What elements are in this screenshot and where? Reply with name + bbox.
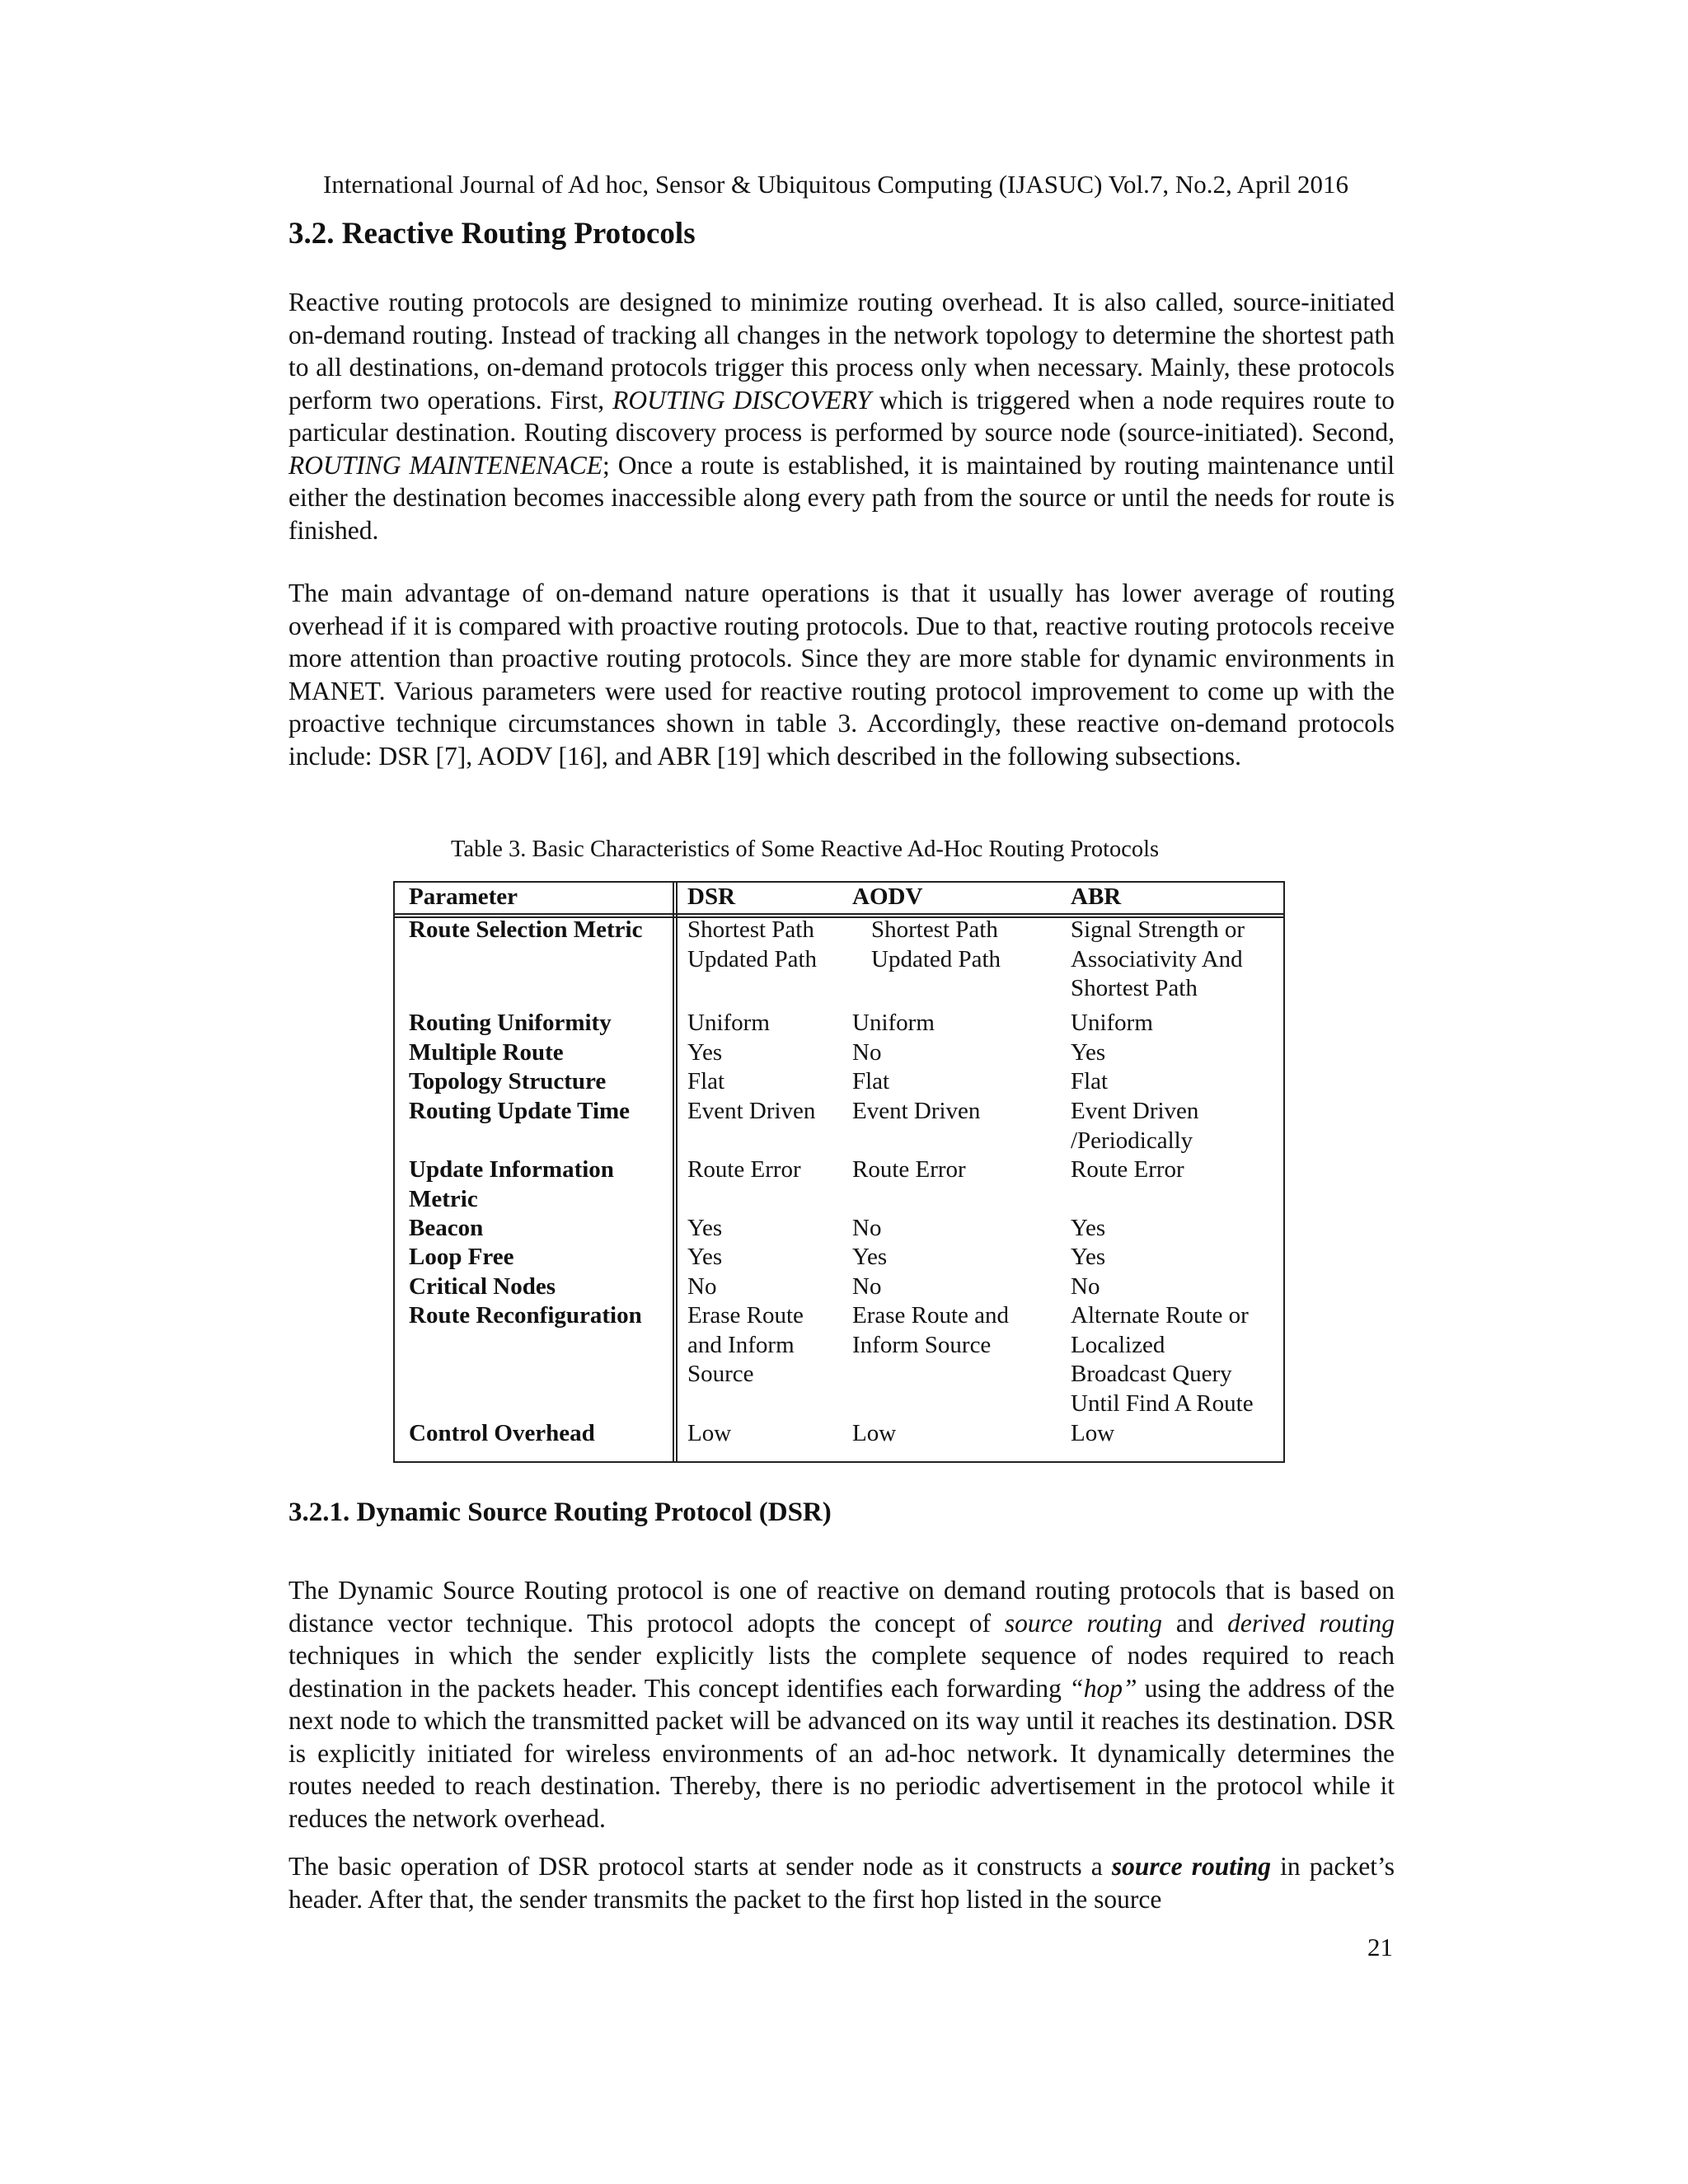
emphasis-routing-discovery: ROUTING DISCOVERY	[612, 385, 871, 415]
page-number: 21	[1367, 1933, 1393, 1961]
table-cell-aodv: Low	[852, 1420, 897, 1446]
table-cell-parameter: Route Selection Metric	[409, 916, 643, 943]
subsection-title: 3.2.1. Dynamic Source Routing Protocol (DSR)	[288, 1497, 832, 1527]
table-cell-aodv: Erase Route and Inform Source	[852, 1302, 1010, 1358]
table-cell-abr: Flat	[1071, 1068, 1109, 1094]
table-cell-abr: Yes	[1071, 1244, 1106, 1270]
text-run: which is triggered when a node requires route to particular destination. Routing discovery process is performed by source node (source-initiated). Second,	[288, 385, 1395, 447]
table-cell-aodv: Route Error	[852, 1156, 966, 1183]
table-cell-abr: Signal Strength or Associativity And Shortest Path	[1071, 916, 1245, 1001]
table-cell-parameter: Routing Uniformity	[409, 1010, 612, 1036]
table-cell-aodv: Flat	[852, 1068, 890, 1094]
paragraph-dsr-operation	[288, 1850, 1395, 1915]
table-cell-parameter: Critical Nodes	[409, 1273, 556, 1300]
table-cell-abr: Yes	[1071, 1215, 1106, 1241]
table-cell-abr: Route Error	[1071, 1156, 1184, 1183]
table-cell-dsr: Yes	[687, 1244, 723, 1270]
table-header-dsr: DSR	[687, 883, 736, 910]
table-cell-dsr: Shortest Path Updated Path	[687, 916, 818, 972]
table-cell-dsr: Uniform	[687, 1010, 770, 1036]
column-divider	[673, 883, 678, 1461]
table-cell-parameter: Routing Update Time	[409, 1098, 631, 1124]
text-run: in packet’s header. After that, the sender transmits the packet to the first hop listed in the source	[288, 1852, 1395, 1914]
table-header-parameter: Parameter	[409, 883, 518, 910]
text-run: using the address of the next node to which the transmitted packet will be advanced on its way until it reaches its destination. DSR is explicitly initiated for wireless environments of an ad-hoc network. It dynamically determines the routes needed to reach destination. Thereby, there is no periodic advertisement in the protocol while it reduces the network overhead.	[288, 1673, 1395, 1833]
table-cell-abr: No	[1071, 1273, 1100, 1300]
journal-header: International Journal of Ad hoc, Sensor & Ubiquitous Computing (IJASUC) Vol.7, No.2, April 2016	[323, 170, 1348, 199]
table-cell-parameter: Beacon	[409, 1215, 484, 1241]
emphasis-source-routing: source routing	[1004, 1608, 1163, 1638]
table-cell-abr: Uniform	[1071, 1010, 1153, 1036]
table-cell-abr: Event Driven /Periodically	[1071, 1098, 1199, 1154]
paragraph-reactive-intro	[288, 286, 1395, 546]
table-cell-dsr: Route Error	[687, 1156, 801, 1183]
table-cell-aodv: No	[852, 1273, 882, 1300]
table-cell-abr: Low	[1071, 1420, 1115, 1446]
table-cell-abr: Yes	[1071, 1039, 1106, 1066]
table-cell-dsr: Flat	[687, 1068, 725, 1094]
table-header-aodv: AODV	[852, 883, 923, 910]
table-cell-aodv: No	[852, 1215, 882, 1241]
characteristics-table	[393, 881, 1285, 1463]
table-cell-aodv: Yes	[852, 1244, 888, 1270]
text-run: and	[1162, 1608, 1228, 1638]
emphasis-source-routing-bold: source routing	[1111, 1852, 1272, 1881]
table-header-abr: ABR	[1071, 883, 1122, 910]
emphasis-hop: “hop”	[1069, 1673, 1137, 1703]
table-cell-parameter: Update Information Metric	[409, 1156, 614, 1212]
table-cell-aodv: Uniform	[852, 1010, 935, 1036]
table-cell-dsr: Erase Route and Inform Source	[687, 1302, 804, 1387]
table-cell-abr: Alternate Route or Localized Broadcast Query Until Find A Route	[1071, 1302, 1254, 1417]
table-cell-aodv: Shortest Path Updated Path	[871, 916, 1001, 972]
table-cell-parameter: Loop Free	[409, 1244, 514, 1270]
paragraph-advantages: The main advantage of on-demand nature operations is that it usually has lower average of routing overhead if it is compared with proactive routing protocols. Due to that, reactive routing protocols receive more attention than proactive routing protocols. Since they are more stable for dynamic environments in MANET. Various parameters were used for reactive routing protocol improvement to come up with the proactive technique circumstances shown in table 3. Accordingly, these reactive on-demand protocols include: DSR [7], AODV [16], and ABR [19] which described in the following subsections.	[288, 579, 1395, 771]
table-cell-dsr: Event Driven	[687, 1098, 816, 1124]
text-run: The basic operation of DSR protocol starts at sender node as it constructs a	[288, 1852, 1112, 1881]
table-cell-dsr: Yes	[687, 1215, 723, 1241]
table-cell-aodv: No	[852, 1039, 882, 1066]
table-cell-parameter: Multiple Route	[409, 1039, 564, 1066]
table-cell-dsr: Low	[687, 1420, 732, 1446]
emphasis-routing-maintenance: ROUTING MAINTENENACE	[288, 450, 603, 480]
emphasis-derived-routing: derived routing	[1227, 1608, 1395, 1638]
paragraph-dsr-description	[288, 1574, 1395, 1835]
table-cell-parameter: Route Reconfiguration	[409, 1302, 642, 1329]
table-caption: Table 3. Basic Characteristics of Some Reactive Ad-Hoc Routing Protocols	[451, 837, 1160, 862]
table-cell-dsr: No	[687, 1273, 717, 1300]
text-run: techniques in which the sender explicitly lists the complete sequence of nodes required to reach destination in the packets header. This concept identifies each forwarding	[288, 1641, 1395, 1703]
section-title: 3.2. Reactive Routing Protocols	[288, 217, 696, 251]
table-cell-dsr: Yes	[687, 1039, 723, 1066]
text-run: Reactive routing protocols are designed to minimize routing overhead. It is also called, source-initiated on-demand routing. Instead of tracking all changes in the network topology to determine the shortest path to all destinations, on-demand protocols trigger this process only when necessary. Mainly, these protocols perform two operations. First,	[288, 288, 1395, 415]
text-run: ; Once a route is established, it is maintained by routing maintenance until either the destination becomes inaccessible along every path from the source or until the needs for route is finished.	[288, 450, 1395, 545]
table-cell-aodv: Event Driven	[852, 1098, 981, 1124]
table-cell-parameter: Control Overhead	[409, 1420, 595, 1446]
table-cell-parameter: Topology Structure	[409, 1068, 607, 1094]
text-run: The Dynamic Source Routing protocol is one of reactive on demand routing protocols that is based on distance vector technique. This protocol adopts the concept of	[288, 1576, 1395, 1638]
